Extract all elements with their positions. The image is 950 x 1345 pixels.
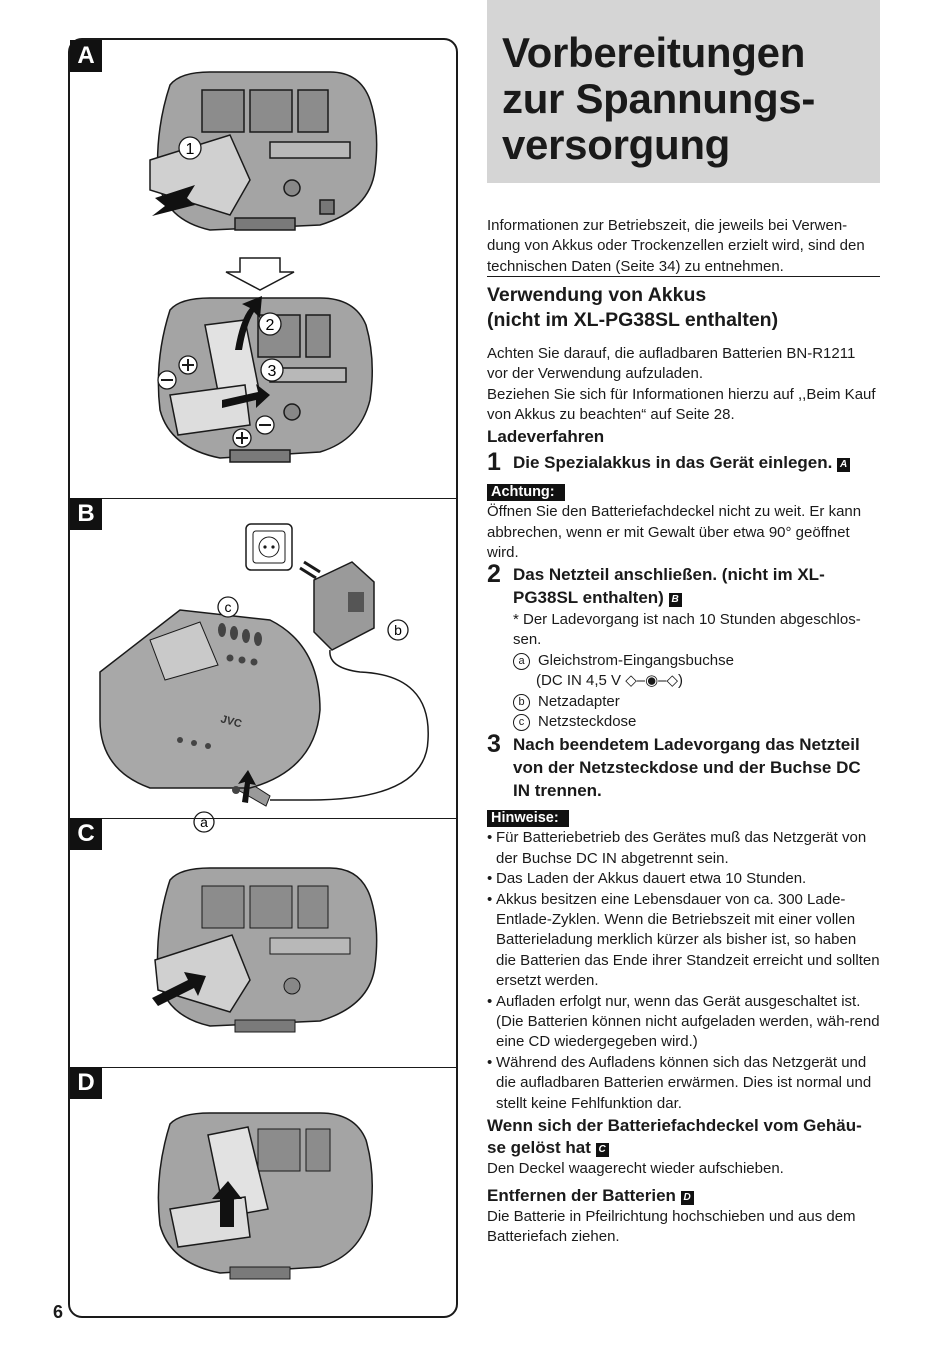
callout-2: 2 — [265, 317, 275, 334]
callout-b: b — [394, 622, 402, 638]
hinweis-item: • Während des Aufladens können sich das Netzgerät und die aufladbaren Batterien erwärmen. Dies ist normal und stellt keine Fehlfunktion dar. — [487, 1053, 872, 1112]
step-number: 3 — [487, 730, 501, 758]
figure-label-b: B — [70, 498, 102, 530]
step-text: Die Spezialakkus in das Gerät einlegen. — [513, 453, 833, 472]
part-c: c Netzsteckdose — [487, 712, 880, 732]
part-b: b Netzadapter — [487, 692, 880, 712]
section-heading-line1: Verwendung von Akkus — [487, 284, 707, 306]
hinweis-item: • Für Batteriebetrieb des Gerätes muß das Netzgerät von der Buchse DC IN abgetrennt sein. — [487, 829, 867, 867]
hinweis-item: • Das Laden der Akkus dauert etwa 10 Stunden. — [487, 870, 807, 888]
step-number: 1 — [487, 448, 501, 476]
step-2 — [487, 561, 880, 609]
figure-d-battery-remove — [70, 1069, 460, 1319]
device-logo: JVC — [219, 713, 244, 731]
figure-ref-a: A — [837, 458, 850, 472]
section-paragraphs — [487, 344, 880, 426]
title-box — [487, 0, 880, 183]
page-title: Vorbereitungen zur Spannungs-versorgung — [502, 29, 816, 168]
figure-b-ac-adapter — [70, 500, 460, 830]
remove-text: Die Batterie in Pfeilrichtung hochschieben und aus dem Batteriefach ziehen. — [487, 1208, 856, 1246]
hinweise-badge: Hinweise: — [487, 810, 569, 827]
section-heading-line2: (nicht im XL-PG38SL enthalten) — [487, 308, 779, 331]
part-a-spec: (DC IN 4,5 V ◇–◉–◇) — [536, 672, 684, 690]
figure-label-d: D — [70, 1067, 102, 1099]
paragraph-charge: Achten Sie darauf, die aufladbaren Batterien BN-R1211 vor der Verwendung aufzuladen. — [487, 345, 856, 383]
intro-text: Informationen zur Betriebszeit, die jeweils bei Verwen-dung von Akkus oder Trockenzellen erzielt wird, sind den technischen Daten (Seite 34) zu entnehmen. — [487, 217, 865, 275]
charge-note: * Der Ladevorgang ist nach 10 Stunden abgeschlos-sen. — [513, 611, 861, 649]
dc-polarity-icon: ◇–◉–◇) — [625, 672, 684, 690]
figure-ref-b: B — [669, 593, 682, 607]
cover-heading: Wenn sich der Batteriefachdeckel vom Gehäu-se gelöst hat — [487, 1116, 862, 1157]
step-number: 2 — [487, 560, 501, 588]
cover-text: Den Deckel waagerecht wieder aufschieben. — [487, 1160, 784, 1177]
step-1 — [487, 449, 880, 475]
hinweise-block — [487, 808, 880, 1114]
figure-label-c: C — [70, 818, 102, 850]
step-text: Nach beendetem Ladevorgang das Netzteil von der Netzsteckdose und der Buchse DC IN trennen. — [513, 735, 861, 800]
page-number: 6 — [53, 1302, 64, 1322]
cover-section — [487, 1115, 880, 1179]
figure-ref-d: D — [681, 1191, 694, 1205]
remove-section — [487, 1185, 880, 1248]
callout-3: 3 — [267, 363, 277, 380]
callout-1: 1 — [185, 141, 195, 158]
subheading-ladeverfahren: Ladeverfahren — [487, 427, 605, 446]
figure-ref-c: C — [596, 1143, 609, 1157]
step-2-details — [487, 610, 880, 732]
hinweis-item: • Akkus besitzen eine Lebensdauer von ca. 300 Lade-Entlade-Zyklen. Wenn die Betriebszeit mit einer vollen Batterieladung merklich kürzer als bisher ist, so haben die Batterien das Ende ihrer Standzeit erreicht und sollten ersetzt werden. — [487, 890, 880, 990]
paragraph-reference: Beziehen Sie sich für Informationen hierzu auf ,,Beim Kauf von Akkus zu beachten“ auf Seite 28. — [487, 385, 876, 424]
section-akkus — [487, 283, 880, 332]
callout-a: a — [200, 814, 208, 830]
achtung-text: Öffnen Sie den Batteriefachdeckel nicht zu weit. Er kann abbrechen, wenn er mit Gewalt über etwa 90° geöffnet wird. — [487, 503, 862, 562]
figure-a-battery-insert — [70, 40, 460, 498]
hinweis-item: • Aufladen erfolgt nur, wenn das Gerät ausgeschaltet ist. (Die Batterien können nicht aufgeladen werden, wäh-rend eine CD wiedergegeben wird.) — [487, 992, 880, 1051]
figure-panel — [68, 38, 458, 1318]
step-3 — [487, 731, 880, 802]
part-a: a Gleichstrom-Eingangsbuchse — [487, 651, 880, 671]
remove-heading: Entfernen der Batterien — [487, 1186, 676, 1205]
section-rule — [487, 276, 880, 277]
achtung-badge: Achtung: — [487, 484, 565, 501]
step-text: Das Netzteil anschließen. (nicht im XL-PG38SL enthalten) — [513, 565, 825, 607]
achtung-block — [487, 482, 880, 564]
figure-c-cover-slide — [70, 820, 460, 1066]
figure-label-a: A — [70, 40, 102, 72]
callout-c: c — [224, 599, 232, 615]
